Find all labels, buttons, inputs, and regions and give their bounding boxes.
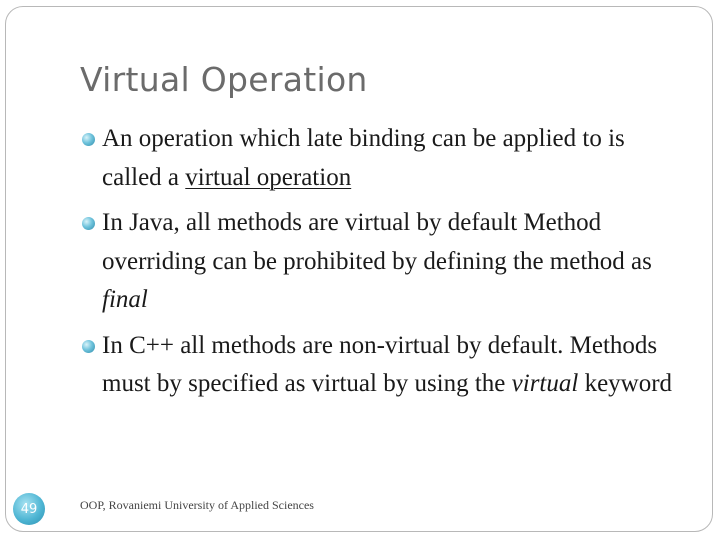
bullet-dot-icon (82, 217, 95, 230)
bullet-list (80, 120, 690, 411)
slide-title: Virtual Operation (80, 60, 368, 99)
bullet-item (80, 120, 690, 197)
bullet-text: In C++ all methods are non-virtual by default. Methods must by specified as virtual by using the (102, 331, 658, 397)
bullet-text: In Java, all methods are virtual by default Method overriding can be prohibited by defining the method as (102, 209, 652, 275)
bullet-term-italic: virtual (511, 370, 579, 397)
bullet-text: An operation which late binding can be applied to is called a (102, 125, 625, 191)
bullet-item (80, 327, 690, 404)
footer-text: OOP, Rovaniemi University of Applied Sciences (80, 498, 314, 512)
bullet-dot-icon (82, 133, 95, 146)
bullet-dot-icon (82, 340, 95, 353)
bullet-item (80, 204, 690, 320)
page-number-badge: 49 (13, 493, 45, 525)
bullet-text-tail: keyword (578, 370, 673, 397)
bullet-term-italic: final (102, 286, 148, 313)
bullet-term-underlined: virtual operation (185, 163, 352, 191)
